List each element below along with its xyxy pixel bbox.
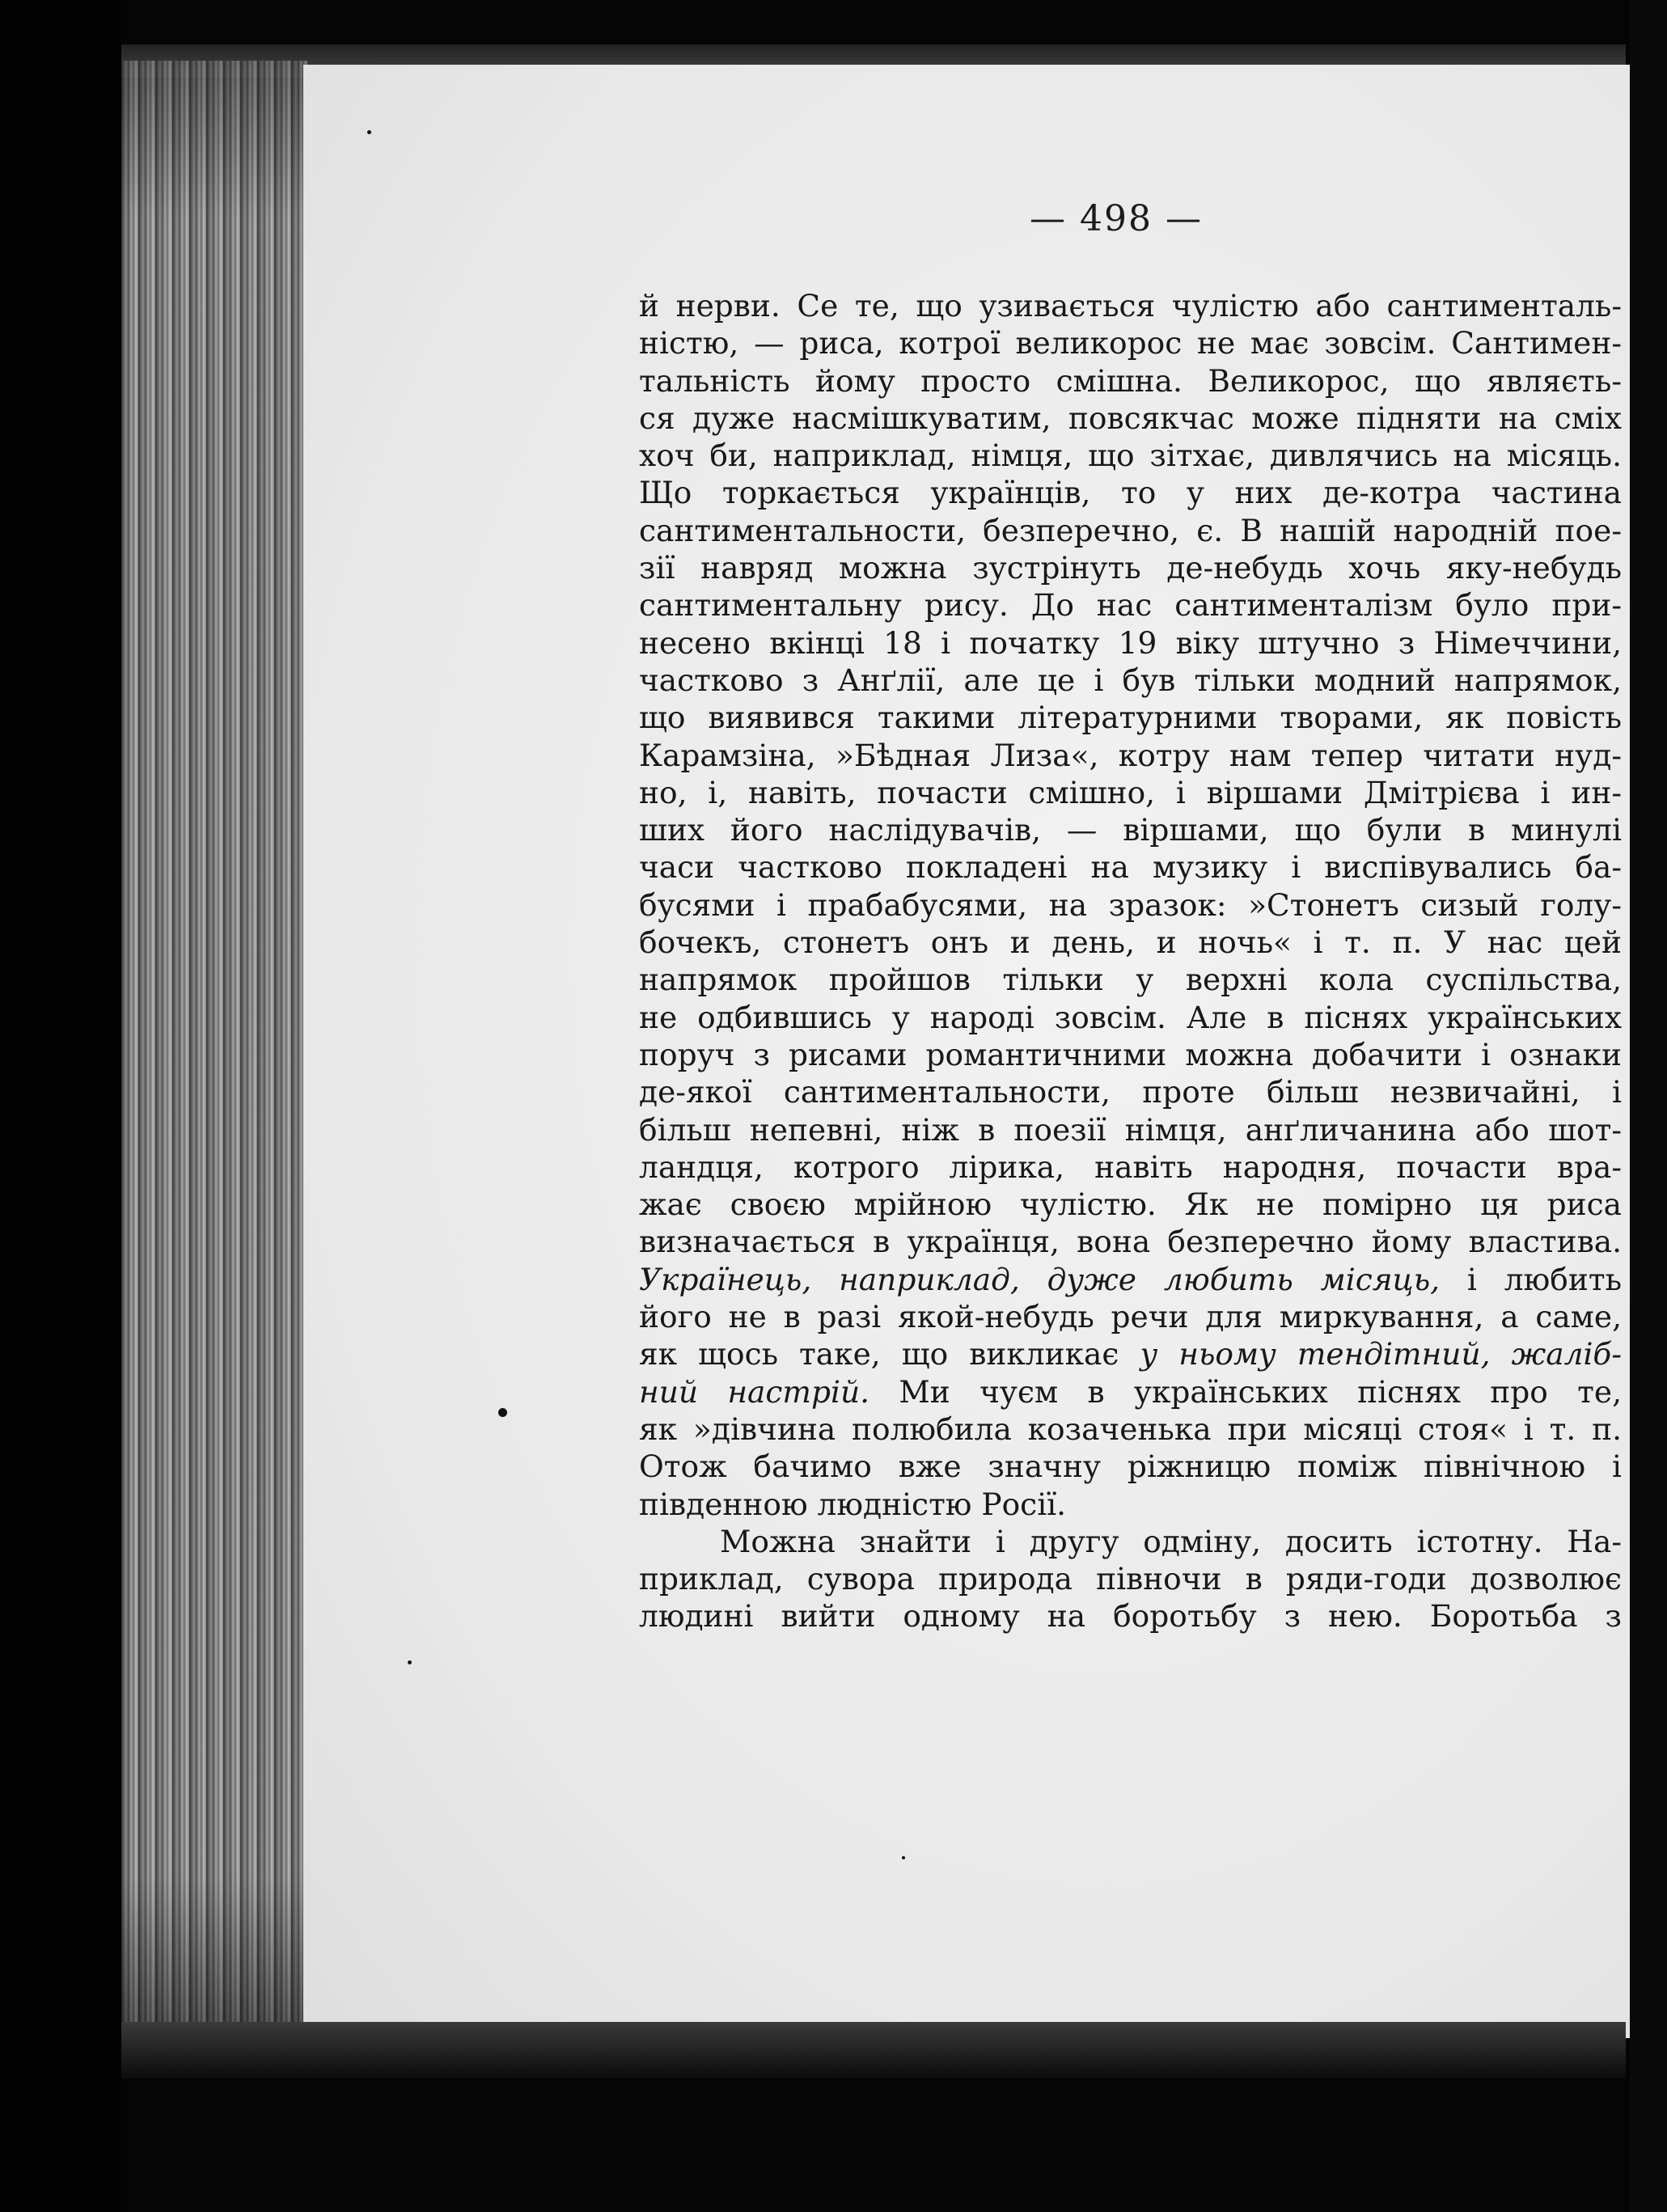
text-line: тальність йому просто смішна. Великорос, що являєть- [639,362,1622,399]
text-line: частково з Анґлії, але це і був тільки модний напрямок, [639,662,1622,698]
text-line: ся дуже насмішкуватим, повсякчас може підняти на сміх [639,400,1622,436]
scan-border-right [1630,0,1667,2212]
text-line: сантиментальну рису. До нас сантименталізм було при- [639,587,1622,624]
text-line: його не в разі якой-небудь речи для миркування, а саме, [639,1299,1622,1335]
text-line: бочекъ, стонетъ онъ и день, и ночь« і т. п. У нас цей [639,924,1622,961]
italic-phrase: ний настрій. [639,1373,870,1410]
ink-speck [498,1408,507,1417]
text-line: не одбившись у народі зовсім. Але в піснях українських [639,999,1622,1035]
text-run: і любить [1440,1261,1622,1297]
paragraph-start-line: Можна знайти і другу одміну, досить істотну. На- [720,1523,1622,1559]
text-line: ших його наслідувачів, — віршами, що були в минулі [639,812,1622,848]
ink-speck [367,130,371,134]
text-line: поруч з рисами романтичними можна добачити і ознаки [639,1036,1622,1072]
text-line: напрямок пройшов тільки у верхні кола суспільства, [639,962,1622,998]
text-line: Карамзіна, »Бѣдная Лиза«, котру нам тепер читати нуд- [639,737,1622,773]
text-line: Що торкається українців, то у них де-котра частина [639,475,1622,511]
page-number: — 498 — [1030,198,1203,239]
text-line: Отож бачимо вже значну ріжницю поміж північною і [639,1449,1622,1485]
text-line [639,1373,1622,1411]
text-line: приклад, сувора природа півночи в ряди-годи дозволює [639,1561,1622,1597]
text-line: як »дівчина полюбила козаченька при місяці стоя« і т. п. [639,1411,1622,1447]
text-run: як щось таке, що викликає [639,1336,1140,1372]
italic-phrase: у ньому тендітний, жаліб- [1140,1336,1622,1372]
text-line: й нерви. Се те, що узивається чулістю або сантименталь- [639,288,1622,324]
text-line: часи частково покладені на музику і виспівувались ба- [639,849,1622,886]
italic-phrase: Українець, наприклад, дуже любить місяць, [639,1261,1441,1297]
text-line: жає своєю мрійною чулістю. Як не помірно ця риса [639,1186,1622,1223]
body-text [639,287,1622,1635]
text-line: ландця, котрого лірика, навіть народня, почасти вра- [639,1148,1622,1185]
ink-speck [902,1856,905,1859]
text-run: Ми чуєм в українських піснях про те, [869,1373,1622,1410]
scan-border-left [0,0,121,2212]
text-line: визначається в українця, вона безперечно йому властива. [639,1224,1622,1260]
text-line: де-якої сантиментальности, проте більш незвичайні, і [639,1074,1622,1110]
page-bottom-shadow [121,2022,1626,2079]
text-line: людині вийти одному на боротьбу з нею. Боротьба з [639,1598,1622,1635]
text-line: несено вкінці 18 і початку 19 віку штучно з Німеччини, [639,624,1622,661]
text-line: бусями і прабабусями, на зразок: »Стонетъ сизый голу- [639,886,1622,923]
text-line [639,1335,1622,1372]
ink-speck [408,1660,412,1664]
text-line: хоч би, наприклад, німця, що зітхає, дивлячись на місяць. [639,438,1622,474]
text-line: зії навряд можна зустрінуть де-небудь хочь яку-небудь [639,550,1622,586]
text-line: більш непевні, ніж в поезії німця, анґличанина або шот- [639,1111,1622,1148]
text-line: що виявився такими літературними творами, як повість [639,700,1622,736]
text-line: південною людністю Росії. [639,1486,1067,1522]
text-line: но, і, навіть, почасти смішно, і віршами Дмітрієва і ин- [639,774,1622,810]
text-line: сантиментальности, безперечно, є. В нашій народній пое- [639,512,1622,548]
book-page-edges [121,61,307,2034]
text-line: ністю, — риса, котрої великорос не має зовсім. Сантимен- [639,325,1622,362]
text-line [639,1261,1622,1298]
